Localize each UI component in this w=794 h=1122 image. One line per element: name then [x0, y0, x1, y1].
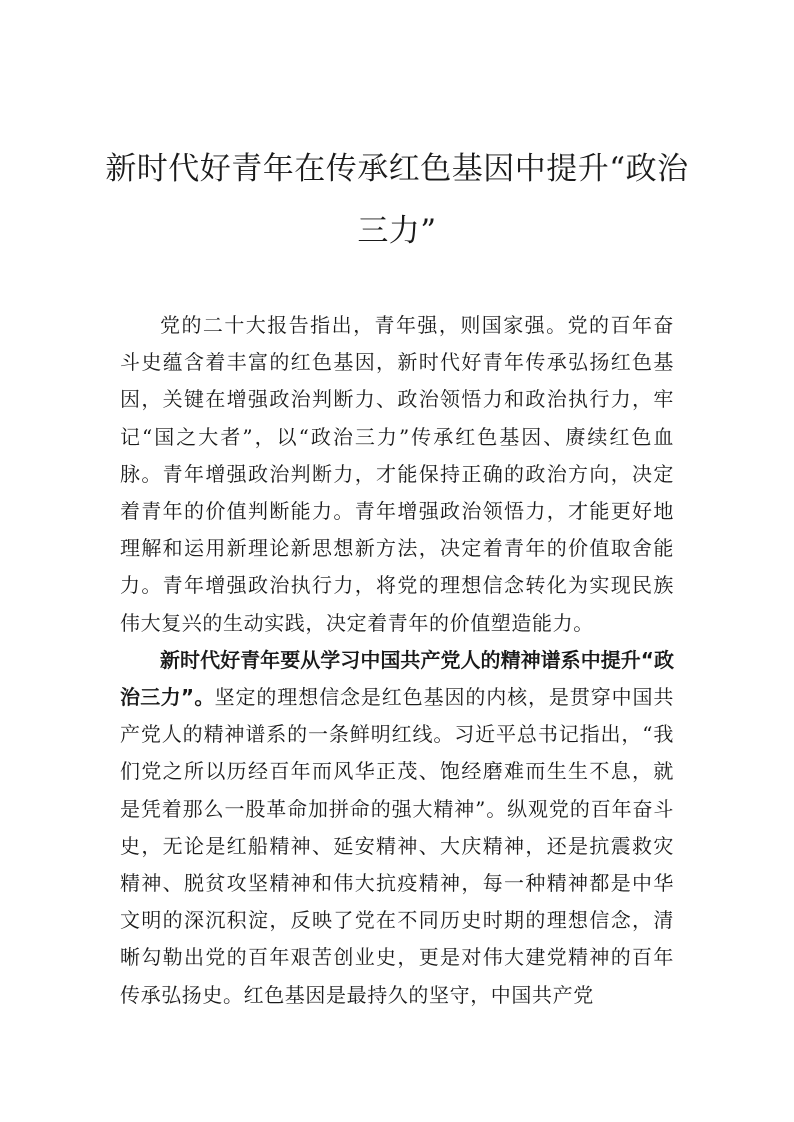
paragraph-2 [120, 642, 674, 1014]
paragraph-1-text: 党的二十大报告指出，青年强，则国家强。党的百年奋斗史蕴含着丰富的红色基因，新时代好青年传承弘扬红色基因，关键在增强政治判断力、政治领悟力和政治执行力，牢记“国之大者”，以“政治三力”传承红色基因、赓续红色血脉。青年增强政治判断力，才能保持正确的政治方向，决定着青年的价值判断能力。青年增强政治领悟力，才能更好地理解和运用新理论新思想新方法，决定着青年的价值取舍能力。青年增强政治执行力，将党的理想信念转化为实现民族伟大复兴的生动实践，决定着青年的价值塑造能力。 [120, 313, 674, 635]
paragraph-1 [120, 307, 674, 642]
document-body [120, 307, 674, 1014]
paragraph-2-lead: 新时代好青年要从学习中国共产党人的精神谱系中提升“政治三力”。 [120, 647, 674, 710]
paragraph-2-text: 坚定的理想信念是红色基因的内核，是贯穿中国共产党人的精神谱系的一条鲜明红线。习近平总书记指出，“我们党之所以历经百年而风华正茂、饱经磨难而生生不息，就是凭着那么一股革命加拼命的强大精神”。纵观党的百年奋斗史，无论是红船精神、延安精神、大庆精神，还是抗震救灾精神、脱贫攻坚精神和伟大抗疫精神，每一种精神都是中华文明的深沉积淀，反映了党在不同历史时期的理想信念，清晰勾勒出党的百年艰苦创业史，更是对伟大建党精神的百年传承弘扬史。红色基因是最持久的坚守，中国共产党 [120, 685, 674, 1007]
document-title: 新时代好青年在传承红色基因中提升“政治三力” [105, 151, 689, 249]
